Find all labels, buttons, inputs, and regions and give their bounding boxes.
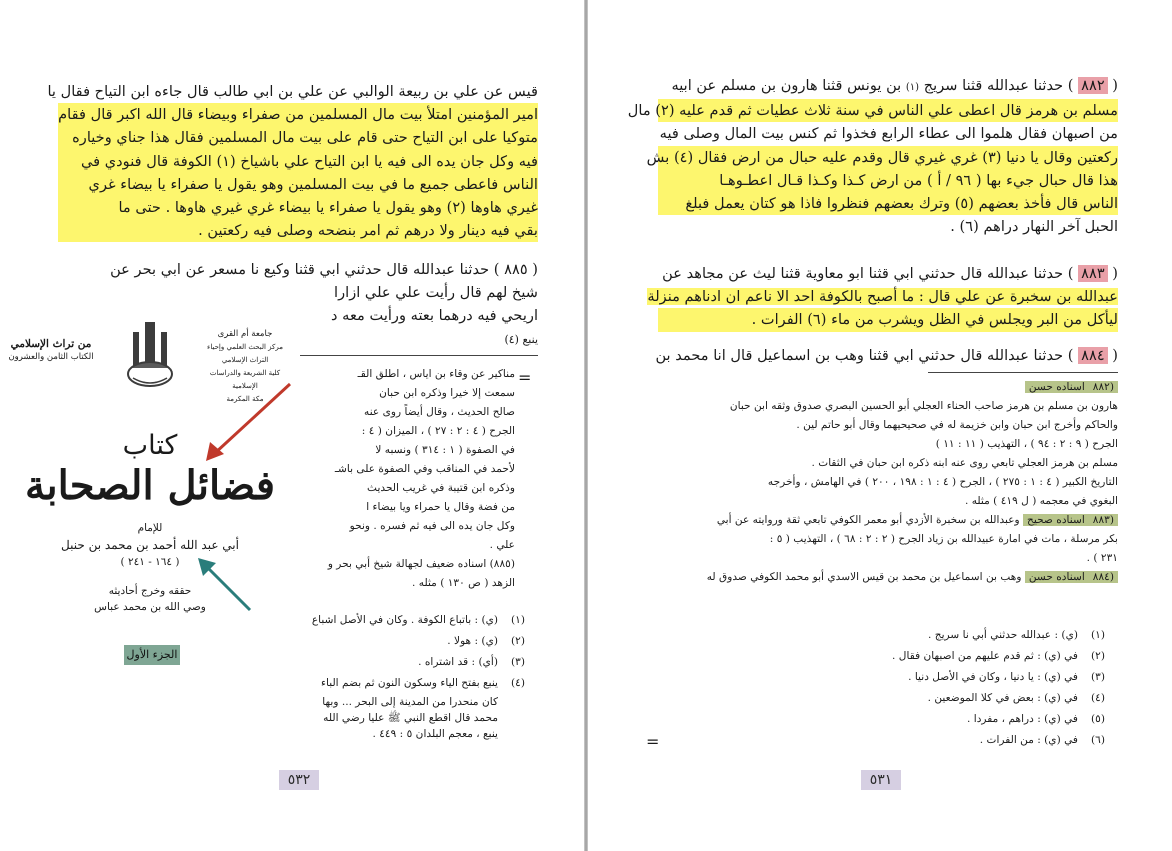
text-line-highlighted: بقي فيه دينار ولا درهم ثم امر بنضحه وصلى فيه ركعتين .: [58, 219, 538, 242]
cover-title: فضائل الصحابة: [25, 462, 275, 509]
text-line: ( ٨٨٢ ) حدثنا عبدالله قثنا سريج (١) بن يونس قثنا هارون بن مسلم عن ابيه: [671, 77, 1118, 94]
cover-series-left: من تراث الإسلامي الكتاب الثامن والعشرون: [8, 338, 94, 362]
note-line: الزهد ( ص ١٣٠ ) مثله .: [412, 577, 515, 589]
text-line: قيس عن علي بن ربيعة الوالبي عن علي بن ابي طالب قال جاءه ابن التياح فقال يا: [47, 83, 538, 100]
note-line: مناكير عن وقاء بن اياس ، اطلق القـ: [357, 368, 515, 380]
note-883: (٨٨٣اسناده صحيح وعبدالله بن سخبرة الأزدي أبو معمر الكوفي تابعي ثقة وروايته عن أبي: [648, 511, 1118, 530]
cover-editor-name: وصي الله بن محمد عباس: [94, 601, 206, 613]
text-line: ( ٨٨٣ ) حدثنا عبدالله قال حدثني ابي قثنا ابو معاوية قثنا ليث عن مجاهد عن: [662, 265, 1118, 282]
note-line: وذكره ابن قتيبة في غريب الحديث: [367, 482, 515, 494]
book-cover-inset: [0, 300, 300, 770]
hadith-884: [655, 344, 1118, 367]
footnote: (٣) (أي) : قد اشتراه .: [418, 656, 525, 668]
note-line: مسلم بن هرمز العجلي تابعي روى عنه ابنه ذكره ابن حبان في الثقات .: [811, 457, 1118, 469]
hadith-number-badge: ٨٨٣: [1078, 265, 1108, 282]
text-line-highlighted: الناس قال فأخذ بعضهم (٥) وترك بعضهم فنظروا فاذا هو كتان يعمل فبلغ: [658, 192, 1118, 215]
continuation-mark: =: [646, 732, 660, 751]
footnote-continuation: محمد قال اقطع النبي ﷺ عليا رضي الله: [323, 712, 498, 724]
note-line: صالح الحديث ، وقال أيضاً روى عنه: [364, 406, 515, 418]
text-line: ( ٨٨٤ ) حدثنا عبدالله قال حدثني ابي قثنا وهب بن اسماعيل قال انا محمد بن: [655, 347, 1118, 364]
text-line-highlighted: امير المؤمنين امتلأ بيت مال المسلمين من صفراء وبيضاء قال الله اكبر قال فقام: [58, 103, 538, 126]
text-line: الحبل آخر النهار دراهم (٦) .: [950, 218, 1118, 236]
hadith-885: [110, 258, 538, 351]
page-532: [0, 0, 584, 851]
text-line: شيخ لهم قال رأيت علي علي ازارا: [334, 284, 538, 302]
footnotes: [300, 610, 538, 742]
note-line: البغوي في معجمه ( ل ٤١٩ ) مثله .: [965, 495, 1118, 507]
note-line: لأحمد في المناقب وفي الصفوة على باشـ: [334, 463, 515, 475]
continuation-mark: =: [518, 368, 532, 387]
hadith-number-badge: ٨٨٤: [1078, 347, 1108, 364]
note-line: في الصفوة ( ١ : ٣١٤ ) ونسبه لا: [375, 444, 515, 456]
hadith-882: [627, 74, 1118, 238]
footnote: (٦) في (ي) : من الفرات .: [979, 734, 1105, 746]
page-number: ٥٣٢: [279, 770, 319, 790]
footnote: (٤) في (ي) : بعض في كلا الموضعين .: [927, 692, 1105, 704]
cover-title-kitab: كتاب: [122, 430, 178, 461]
text-line-highlighted: متوكيا على ابن التياح حتى قام على بيت مال المسلمين فقال هذا جناي وخياره: [58, 126, 538, 149]
text-line-highlighted: الناس فاعطى جميع ما في بيت المسلمين وهو يقول يا صفراء يا بيضاء غري: [58, 173, 538, 196]
page-number: ٥٣١: [861, 770, 901, 790]
footnote: (١) (ي) : باتباع الكوفة . وكان في الأصل اشباع: [311, 614, 525, 626]
cover-volume-badge: الجزء الأول: [124, 645, 180, 665]
university-emblem-icon: [125, 318, 175, 390]
notes-section: [648, 378, 1118, 587]
note-line: الجرح ( ٤ : ٢ : ٢٧ ) ، الميزان ( ٤ :: [361, 425, 515, 437]
text-line: عبدالله بن سخبرة عن علي قال : ما أصبح بالكوفة احد الا ناعم ان ادناهم منزلة: [647, 288, 1118, 306]
red-arrow-icon: [200, 380, 295, 465]
note-884: (٨٨٤اسناده حسن وهب بن اسماعيل بن محمد بن قيس الاسدي أبو محمد الكوفي صدوق له: [648, 568, 1118, 587]
footnote-continuation: ينبع ، معجم البلدان ٥ : ٤٤٩ .: [372, 728, 498, 740]
cover-publisher-right: جامعة أم القرى مركز البحث العلمي وإحياء التراث الإسلامي كلية الشريعة والدراسات الإسلامية مكة المكرمة: [207, 329, 283, 403]
footnote: (٥) في (ي) : دراهم ، مفردا .: [967, 713, 1105, 725]
note-line: وكل جان يده الى فيه ثم فسره . ونحو: [349, 520, 515, 532]
cover-author-dates: ( ١٦٤ - ٢٤١ ): [120, 556, 180, 568]
text-line: من اصبهان فقال هلموا الى عطاء الرابع فخذوا ثم كنس بيت المال وصلى فيه: [659, 125, 1118, 143]
note-line: التاريخ الكبير ( ٤ : ١ : ٢٧٥ ) ، الجرح ( ٤ : ١ : ١٩٨ ، ٢٠٠ ) في الهامش ، وأخرجه: [767, 476, 1118, 488]
note-line: سمعت إلا خيرا وذكره ابن حبان: [379, 387, 515, 399]
text-line-highlighted: ركعتين وقال يا دنيا (٣) غري غيري قال وقدم عليه حبال من ارض فقال (٤) بش: [658, 146, 1118, 169]
footnote-continuation: كان منحدرا من المدينة إلى البحر ... وبها: [322, 696, 498, 708]
footnote: (٣) في (ي) : يا دنيا ، وكان في الأصل دنيا .: [908, 671, 1105, 683]
text-line-highlighted: ليأكل من البر ويجلس في الظل ويشرب من ماء (٦) الفرات .: [658, 308, 1118, 331]
notes-divider: [300, 355, 538, 356]
note-line: هارون بن مسلم بن هرمز صاحب الحناء العجلي أبو الحسين البصري صدوق وثقه ابن حبان: [729, 400, 1118, 412]
note-line: من فضة وقال يا حمراء ويا بيضاء ا: [366, 501, 515, 513]
text-line-highlighted: فيه وكل جان يده الى فيه يا ابن التياح علي باشياخ (١) الكوفة قال فنودي في: [58, 150, 538, 173]
note-line: (٨٨٥) اسناده ضعيف لجهالة شيخ أبي بحر و: [327, 558, 515, 570]
footnotes: [648, 625, 1118, 751]
note-line: الجرح ( ٩ : ٢ : ٩٤ ) ، التهذيب ( ١١ : ١١ ): [935, 438, 1118, 450]
notes-divider: [928, 372, 1118, 373]
note-line: ٢٣١ ) .: [1086, 552, 1118, 564]
cover-author-label: للإمام: [137, 522, 163, 534]
note-line: والحاكم وأخرج ابن حبان وابن خزيمة له في صحيحيهما وقال أبو حاتم لين .: [796, 419, 1118, 431]
notes-section: [300, 365, 515, 593]
text-line: ( ٨٨٥ ) حدثنا عبدالله قال حدثني ابي قثنا وكيع نا مسعر عن ابي بحر عن: [110, 261, 538, 278]
note-882-header: (٨٨٢اسناده حسن: [648, 378, 1118, 397]
footnote: (٢) (ي) : هولا .: [447, 635, 525, 647]
footnote: (٢) في (ي) : ثم قدم عليهم من اصبهان فقال .: [892, 650, 1105, 662]
text-line-highlighted: غيري هاوها (٢) وهو يقول يا صفراء يا بيضاء غري غيري هاوها . حتى ما: [58, 196, 538, 219]
hadith-884-continuation: [47, 80, 538, 242]
note-line: بكر مرسلة ، مات في امارة عبيدالله بن زياد الجرح ( ٢ : ٢ : ٦٨ ) ، التهذيب ( ٥ :: [769, 533, 1118, 545]
footnote: (٤) ينبع بفتح الياء وسكون النون ثم بضم الباء: [321, 677, 525, 689]
cover-editor-label: حققه وخرج أحاديثه: [108, 585, 192, 597]
cover-author-name: أبي عبد الله أحمد بن محمد بن حنبل: [61, 538, 239, 552]
teal-arrow-icon: [195, 555, 255, 615]
text-line-highlighted: هذا قال حبال جيء بها ( ٩٦ / أ ) من ارض كـذا وكـذا قـال اعطـوهـا: [658, 169, 1118, 192]
text-line: ينبع (٤): [504, 332, 538, 346]
page-531: [588, 0, 1172, 851]
hadith-883: [647, 262, 1118, 332]
footnote: (١) (ي) : عبدالله حدثني أبي نا سريج .: [928, 629, 1105, 641]
note-line: علي .: [489, 539, 515, 551]
text-line-highlighted: مسلم بن هرمز قال اعطى علي الناس في سنة ثلاث عطيات ثم قدم عليه (٢) مال: [658, 99, 1118, 122]
text-line: اريحي فيه درهما بعته ورأيت معه د: [331, 307, 538, 325]
hadith-number-badge: ٨٨٢: [1078, 77, 1108, 94]
